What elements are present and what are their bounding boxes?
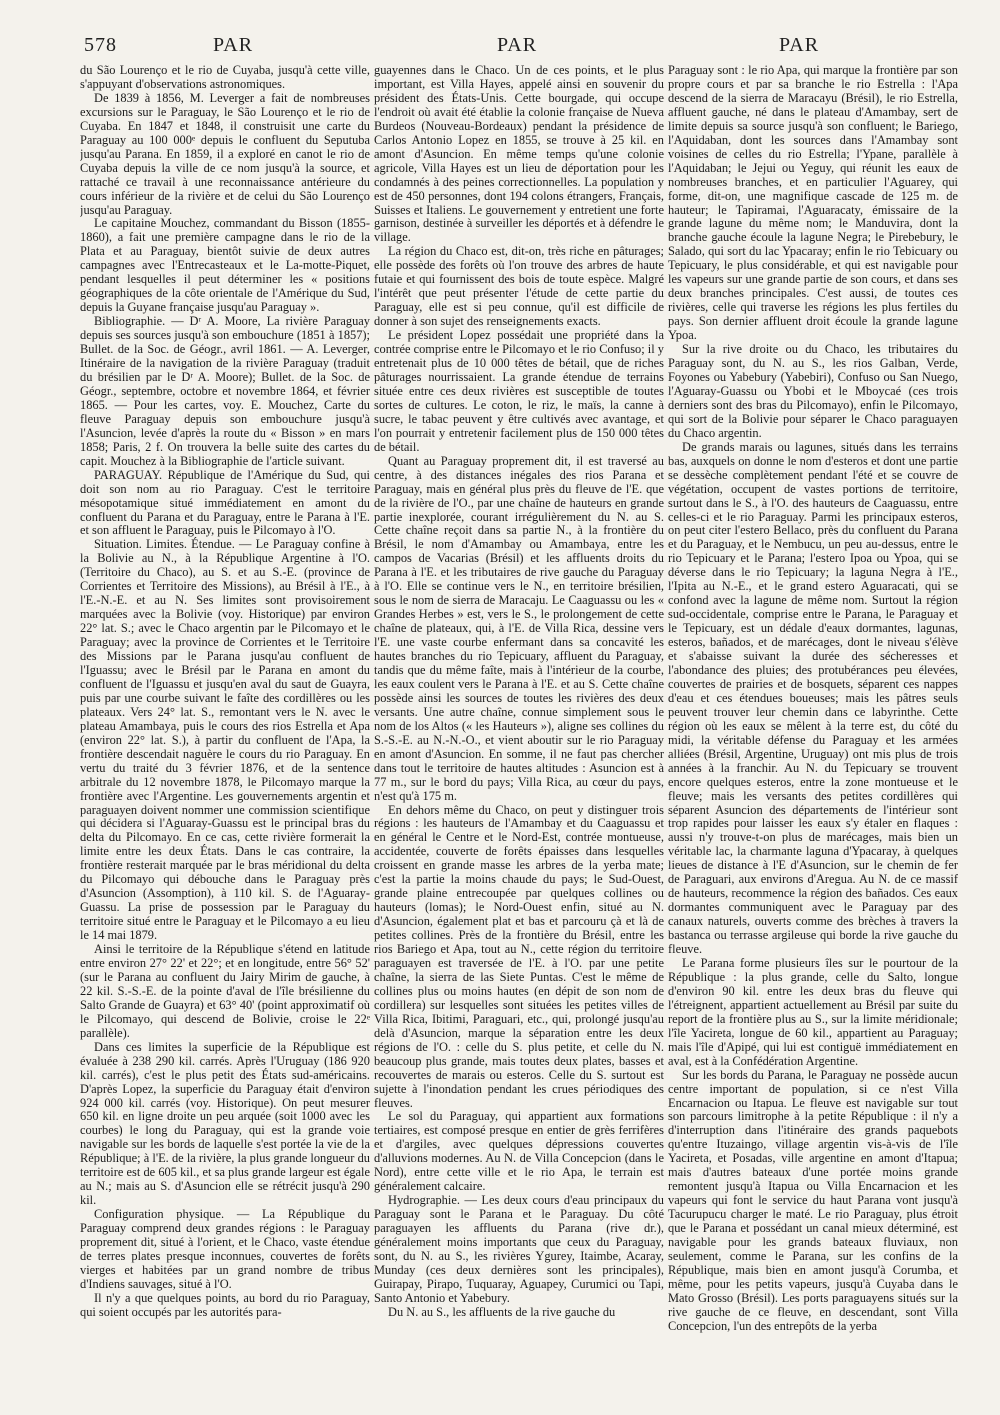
paragraph: Sur les bords du Parana, le Paraguay ne possède aucun centre important de population, si ce n'est Villa Encarnacion ou Itapua. Le fleuve est navigable sur tout son parcours limitrophe à la petite République : il n'y a d'interruption dans l'itinéraire des grands paquebots qu'entre Ituzaingo, village argentin vis-à-vis de l'île Yacireta, et Posadas, ville argentine en amont d'Itapua; mais d'autres bateaux d'une portée moins grande remontent jusqu'à Itapua ou Villa Encarnacion et les vapeurs qui font le service du haut Parana vont jusqu'à Tacurupucu charger le maté. Le rio Paraguay, plus étroit que le Parana et possédant un canal mieux déterminé, est navigable pour les grands bateaux fluviaux, non seulement, comme le Parana, sur les confins de la République, mais bien en amont jusqu'à Corumba, et même, pour les petits vapeurs, jusqu'à Cuyaba dans le Mato Grosso (Brésil). Les ports paraguayens situés sur la rive gauche de ce fleuve, en descendant, sont Villa Concepcion, l'un des entrepôts de la yerba (668, 1067, 958, 1333)
paragraph: Quant au Paraguay proprement dit, il est traversé au centre, à des distances inégales des rios Parana et Paraguay, mais en général plus près du fleuve de l'E. que de la rivière de l'O., par une chaîne de hauteurs en grande partie inexplorée, courant irrégulièrement du N. au S. Cette chaîne reçoit dans sa partie N., à la frontière du Brésil, le nom d'Amambay ou Amambaya, entre les campos de Vacarias (Brésil) et les affluents droits du Parana à l'E. et les tributaires de rive gauche du Paraguay à l'O. Elle se continue vers le N., en territoire brésilien, sous le nom de sierra de Maracaju. Le Caaguassu ou les « Grandes Herbes » est, vers le S., le prolongement de cette chaîne de plateaux, qui, à l'E. de Villa Rica, dessine vers l'E. une vaste courbe enfermant dans sa concavité les hautes branches du rio Tepicuary, affluent du Paraguay, tandis que du même faîte, mais à l'intérieur de la courbe, les eaux coulent vers le Parana à l'E. et au S. Cette chaîne possède ainsi les sources de toutes les rivières des deux versants. Une autre chaîne, connue simplement sous le nom de los Altos (« les Hauteurs »), aligne ses collines du S.-S.-E. au N.-N.-O., et vient aboutir sur le rio Paraguay en amont d'Asuncion. En somme, il ne faut pas chercher dans tout le territoire de hautes altitudes : Asuncion est à 77 m., sur le bord du pays; Villa Rica, au cœur du pays, n'est qu'à 175 m. (374, 453, 664, 803)
paragraph: guayennes dans le Chaco. Un de ces points, et le plus important, est Villa Hayes, appelé ainsi en souvenir du président des États-Unis. Cette bourgade, qui occupe l'endroit où avait été établie la colonie française de Nueva Burdeos (Nouveau-Bordeaux) pendant la présidence de Carlos Antonio Lopez en 1855, se trouve à 25 kil. en amont d'Asuncion. En même temps qu'une colonie agricole, Villa Hayes est un lieu de déportation pour les condamnés à des peines correctionnelles. La population y est de 450 personnes, dont 194 colons étrangers, Français, Suisses et Italiens. Le gouvernement y entretient une forte garnison, destinée à surveiller les déportés et à défendre le village. (374, 64, 664, 245)
paragraph: De grands marais ou lagunes, situés dans les terrains bas, auxquels on donne le nom d'esteros et dont une partie se dessèche complètement pendant l'été et se couvre de végétation, occupent de vastes portions de territoire, surtout dans le S., à l'O. des hauteurs de Caaguassu, entre celles-ci et le rio Paraguay. Parmi les principaux esteros, on peut citer l'estero Bellaco, près du confluent du Parana et du Paraguay, et le Nembucu, un peu au-dessus, entre le rio Tepicuary et le Parana; l'estero Ipoa ou Ypoa, qui se déverse dans le rio Tepicuary; la laguna Negra à l'E., l'Ipita au N.-E., et le grand estero Aguaracati, qui se confond avec la lagune de même nom. Surtout la région sud-occidentale, comprise entre le Parana, le Paraguay et le Tepicuary, est un dédale d'eaux dormantes, lagunas, esteros, bañados, et de marécages, dont le niveau s'élève et s'abaisse suivant la durée des sécheresses et l'abondance des pluies; des protubérances peu élevées, couvertes de prairies et de bosquets, séparent ces nappes d'eau et ces étendues boueuses; mais les pâtres seuls peuvent trouver leur chemin dans ce labyrinthe. Cette région où les eaux se mêlent à la terre est, du côté du midi, la véritable défense du Paraguay et les armées alliées (Brésil, Argentine, Uruguay) ont mis plus de trois années à la franchir. Au N. du Tepicuary se trouvent encore quelques esteros, entre la zone montueuse et le fleuve; mais les versants des petites cordillères qui séparent Asuncion des départements de l'intérieur sont trop rapides pour laisser les eaux s'y étaler en flaques : aussi n'y trouve-t-on plus de marécages, mais bien un véritable lac, la charmante laguna d'Ypacaray, à quelques lieues de distance à l'E d'Asuncion, sur le chemin de fer de Paraguari, aux environs d'Aregua. Au N. de ce massif de hauteurs, recommence la région des bañados. Ces eaux dormantes communiquent avec le Paraguay par des canaux naturels, ouverts comme des brèches à travers la bastanca ou terrasse argileuse qui borde la rive gauche du fleuve. (668, 439, 958, 957)
paragraph: Le capitaine Mouchez, commandant du Bisson (1855-1860), a fait une première campagne dans le rio de la Plata et au Paraguay, bientôt suivie de deux autres campagnes avec l'Entrecasteaux et le La-motte-Piquet, pendant lesquelles il peut déterminer les « positions géographiques de la côte orientale de l'Amérique du Sud, depuis la Guyane française jusqu'au Paraguay ». (80, 216, 370, 315)
text-column-1 (80, 64, 370, 1404)
paragraph: Paraguay sont : le rio Apa, qui marque la frontière par son propre cours et par sa branche le rio Estrella : l'Apa descend de la sierra de Maracayu (Brésil), le rio Estrella, affluent gauche, né dans le plateau d'Amambay, sert de limite depuis sa source jusqu'à son confluent; le Bariego, l'Aquidaban, dont les sources dans l'Amambay sont voisines de celles du rio Estrella; l'Ypane, parallèle à l'Aquidaban; le Jejui ou Yeguy, qui réunit les eaux de nombreuses branches, et en particulier l'Aguarey, qui forme, dit-on, une magnifique cascade de 125 m. de hauteur; le Tapiramai, l'Aguaracaty, émissaire de la grande lagune du même nom; le Manduvira, dont la branche gauche écoule la lagune Negra; le Pirebebury, le Salado, qui sort du lac Ypacaray; enfin le rio Tebicuary ou Tepicuary, le plus considérable, et qui est navigable pour les vapeurs sur une grande partie de son cours, et dans ses deux branches principales. C'est aussi, de toutes ces rivières, celle qui traverse les régions les plus fertiles du pays. Son dernier affluent droit écoule la grande lagune Ypoa. (668, 64, 958, 343)
paragraph: Le Parana forme plusieurs îles sur le pourtour de la République : la plus grande, celle du Salto, longue d'environ 90 kil. entre les deux bras du fleuve qui l'étreignent, appartient actuellement au Brésil par suite du report de la frontière plus au S., sur la limite méridionale; l'île Yacireta, longue de 60 kil., appartient au Paraguay; mais l'île d'Apipé, qui lui est contiguë immédiatement en aval, est à la Confédération Argentine. (668, 956, 958, 1068)
paragraph: Il n'y a que quelques points, au bord du rio Paraguay, qui soient occupés par les autorités para- (80, 1290, 370, 1319)
running-head-right: PAR (779, 34, 820, 56)
paragraph: Le président Lopez possédait une propriété dans la contrée comprise entre le Pilcomayo et le rio Confuso; il y entretenait plus de 10 000 têtes de bétail, que de riches pâturages nourrissaient. La grande étendue de terrains située entre ces deux rivières est susceptible de toutes sortes de cultures. Le coton, le riz, le maïs, la canne à sucre, le tabac peuvent y être cultivés avec avantage, et l'on pourrait y entretenir facilement plus de 150 000 têtes de bétail. (374, 328, 664, 454)
paragraph: Bibliographie. — Dʳ A. Moore, La rivière Paraguay depuis ses sources jusqu'à son embouchure (1851 à 1857); Bullet. de la Soc. de Géogr., avril 1861. — A. Leverger, Itinéraire de la navigation de la rivière Paraguay (traduit du brésilien par le Dʳ A. Moore); Bullet. de la Soc. de Géogr., septembre, octobre et novembre 1864, et février 1865. — Pour les cartes, voy. E. Mouchez, Carte du fleuve Paraguay depuis son embouchure jusqu'à l'Asuncion, levée d'après la route du « Bisson » en mars 1858; Paris, 2 f. On trouvera la belle suite des cartes du capit. Mouchez à la Bibliographie de l'article suivant. (80, 314, 370, 468)
running-head-center: PAR (497, 34, 538, 56)
paragraph: En dehors même du Chaco, on peut y distinguer trois régions : les hauteurs de l'Amambay et du Caaguassu et en général le Centre et le Nord-Est, contrée montueuse, accidentée, couverte de forêts épaisses dans lesquelles croissent en grande masse les arbres de la yerba mate; c'est la partie la moins chaude du pays; le Sud-Ouest, grande plaine entrecoupée par quelques collines ou hauteurs (lomas); le Nord-Ouest enfin, situé au N. d'Asuncion, également plat et bas et parcouru çà et là de petites collines. Près de la frontière du Brésil, entre les rios Bariego et Apa, tout au N., cette région du territoire paraguayen est traversée de l'E. à l'O. par une petite chaîne, la sierra de las Siete Puntas. C'est le même de collines plus ou moins hautes (en dépit de son nom de cordillera) sur lesquelles sont situées les petites villes de Villa Rica, Ibitimi, Paraguari, etc., qui, prolongé jusqu'au delà d'Asuncion, marque la séparation entre les deux régions de l'O. : celle du S. plus petite, et celle du N. beaucoup plus grande, mais toutes deux plates, basses et recouvertes de marais ou esteros. Celle du S. surtout est sujette à l'inondation pendant les crues périodiques des fleuves. (374, 802, 664, 1110)
paragraph: Du N. au S., les affluents de la rive gauche du (388, 1304, 616, 1319)
paragraph: Ainsi le territoire de la République s'étend en latitude entre environ 27° 22' et 22°; et en longitude, entre 56° 52' (sur le Parana au confluent du Jairy Mirim de gauche, à 22 kil. S.-S.-E. de la pointe d'aval de l'île brésilienne du Salto Grande de Guayra) et 63° 40' (point approximatif où le Pilcomayo, qui descend de Bolivie, croise le 22ᵉ parallèle). (80, 942, 370, 1040)
page-number: 578 (84, 34, 117, 56)
paragraph: Situation. Limites. Étendue. — Le Paraguay confine à la Bolivie au N., à la République Argentine à l'O. (Territoire du Chaco), au S. et au S.-E. (province de Corrientes et Territoire des Missions), au Brésil à l'E., à l'E.-N.-E. et au N. Ses limites sont provisoirement marquées avec la Bolivie (voy. Historique) par environ 22° lat. S.; avec le Chaco argentin par le Pilcomayo et le Paraguay; avec la province de Corrientes et le Territoire des Missions par le Parana jusqu'au confluent de l'Iguassu; avec le Brésil par le Parana en amont du confluent de l'Iguassu et jusqu'en aval du saut de Guayra, puis par une courbe suivant le faîte des cordillères ou les plateaux. Vers 24° lat. S., remontant vers le N. avec le plateau Amambaya, puis le cours des rios Estrella et Apa (environ 22° lat. S.), à partir du confluent de l'Apa, la frontière descendait naguère le cours du rio Paraguay. En vertu du traité du 3 février 1876, et de la sentence arbitrale du 12 novembre 1878, le Pilcomayo marque la frontière avec l'Argentine. Les gouvernements argentin et paraguayen doivent nommer une commission scientifique qui décidera si l'Aguaray-Guassu est le principal bras du delta du Pilcomayo. En ce cas, cette rivière formerait la limite entre les deux États. Dans le cas contraire, la frontière resterait marquée par le bras méridional du delta du Pilcomayo qui débouche dans le Paraguay près d'Asuncion (Assomption), à 110 kil. S. de l'Aguaray-Guassu. La prise de possession par le Paraguay du territoire situé entre le Paraguay et le Pilcomayo a eu lieu le 14 mai 1879. (80, 537, 370, 943)
paragraph: Dans ces limites la superficie de la République est évaluée à 238 290 kil. carrés. Après l'Uruguay (186 920 kil. carrés), c'est le plus petit des États sud-américains. D'après Lopez, la superficie du Paraguay était d'environ 924 000 kil. carrés (voy. Historique). On peut mesurer 650 kil. en ligne droite un peu arquée (soit 1000 avec les courbes) le long du Paraguay, qui est la grande voie navigable sur les bords de laquelle s'est portée la vie de la République; à l'E. de la rivière, la plus grande longueur du territoire est de 605 kil., et sa plus grande largeur est égale au N.; mais au S. d'Asuncion elle se rétrécit jusqu'à 290 kil. (80, 1039, 370, 1208)
paragraph: Configuration physique. — La République du Paraguay comprend deux grandes régions : le Paraguay proprement dit, situé à l'orient, et le Chaco, vaste étendue de terres plates presque inconnues, couvertes de forêts vierges et habitées par un grand nombre de tribus d'Indiens sauvages, situé à l'O. (80, 1207, 370, 1291)
paragraph: PARAGUAY. République de l'Amérique du Sud, qui doit son nom au rio Paraguay. C'est le territoire mésopotamique situé immédiatement en amont du confluent du Parana et du Paraguay, entre le Parana à l'E. et son affluent le Paraguay, puis le Pilcomayo à l'O. (80, 467, 370, 538)
paragraph: Le sol du Paraguay, qui appartient aux formations tertiaires, est composé presque en entier de grès ferrifères et d'argiles, avec quelques dépressions couvertes d'alluvions modernes. Au N. de Villa Concepcion (dans le Nord), entre cette ville et le rio Apa, le terrain est généralement calcaire. (374, 1109, 664, 1194)
paragraph: Hydrographie. — Les deux cours d'eau principaux du Paraguay sont le Parana et le Paraguay. Du côté paraguayen les affluents du Parana (rive dr.), généralement moins importants que ceux du Paraguay, sont, du N. au S., les rivières Ygurey, Itaimbe, Acaray, Munday (ces deux dernières sont les principales), Guirapay, Pirapo, Tuquaray, Aguapey, Curumici ou Tapi, Santo Antonio et Yabebury. (374, 1193, 664, 1305)
paragraph: De 1839 à 1856, M. Leverger a fait de nombreuses excursions sur le Paraguay, le São Lourenço et le rio de Cuyaba. En 1847 et 1848, il construisit une carte du Paraguay au 100 000ᵉ depuis le confluent du Seputuba jusqu'au Parana. En 1859, il a exploré en canot le rio de Cuyaba depuis la ville de ce nom jusqu'à la source, et rattaché ce travail à une reconnaissance antérieure du cours inférieur de la rivière et de celui du São Lourenço jusqu'au Paraguay. (80, 90, 370, 217)
text-column-3 (668, 64, 958, 1404)
paragraph: Sur la rive droite ou du Chaco, les tributaires du Paraguay sont, du N. au S., les rios Galban, Verde, Foyones ou Yabebury (Yabebiri), Confuso ou San Nuego, l'Aguaray-Guassu ou Ybobi et le Mboycaé (ces trois derniers sont des bras du Pilcomayo), enfin le Pilcomayo, qui sort de la Bolivie pour séparer le Chaco paraguayen du Chaco argentin. (668, 342, 958, 440)
paragraph: La région du Chaco est, dit-on, très riche en pâturages; elle possède des forêts où l'on trouve des arbres de haute futaie et qui fournissent des bois de toute espèce. Malgré l'intérêt que peut présenter l'étude de cette partie du Paraguay, elle est si peu connue, qu'il est difficile de donner à son sujet des renseignements exacts. (374, 244, 664, 329)
paragraph: du São Lourenço et le rio de Cuyaba, jusqu'à cette ville, s'appuyant d'observations astronomiques. (80, 64, 370, 91)
text-column-2 (374, 64, 664, 1404)
running-head-left: PAR (213, 34, 254, 56)
